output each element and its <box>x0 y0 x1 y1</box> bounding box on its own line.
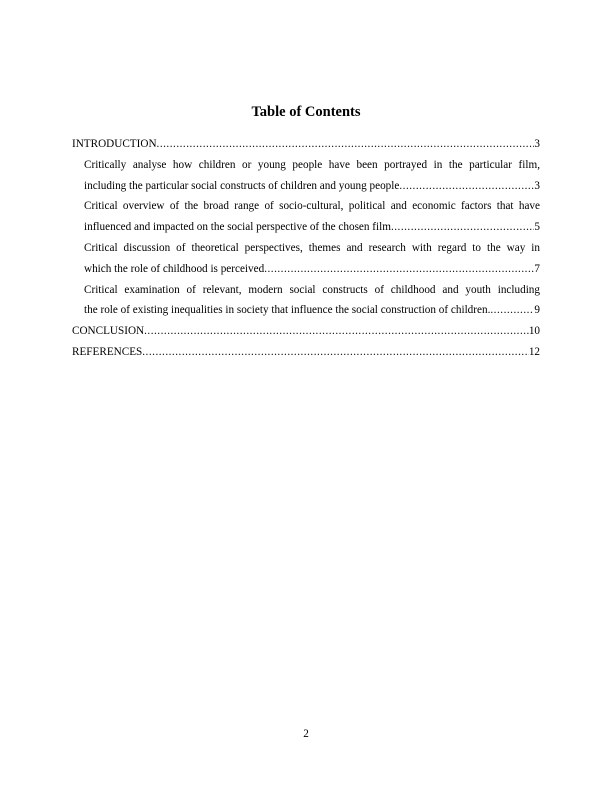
toc-entry-overview[interactable] <box>72 196 540 238</box>
toc-page-number: 3 <box>534 138 540 150</box>
dot-leader <box>144 321 529 342</box>
toc-entry-introduction[interactable] <box>72 134 540 155</box>
toc-entry-references[interactable] <box>72 342 540 363</box>
dot-leader <box>399 176 534 197</box>
toc-entry-label-line: Critical discussion of theoretical perspectives, themes and research with regard to the way in <box>84 241 540 254</box>
toc-entry-label: the role of existing inequalities in society that influence the social construction of children. <box>84 304 491 317</box>
toc-page-number: 9 <box>534 304 540 317</box>
dot-leader <box>391 217 534 238</box>
toc-entry-theoretical-perspectives[interactable] <box>72 238 540 280</box>
toc-entry-label: REFERENCES <box>72 345 143 358</box>
table-of-contents <box>72 134 540 363</box>
toc-entry-label-line: Critical examination of relevant, modern social constructs of childhood and youth including <box>84 283 540 296</box>
toc-title: Table of Contents <box>251 104 361 120</box>
toc-page-number: 3 <box>534 179 540 192</box>
toc-page-number: 10 <box>528 325 540 338</box>
dot-leader <box>157 134 535 155</box>
toc-entry-label-line: Critically analyse how children or young people have been portrayed in the particular film, <box>84 158 540 171</box>
toc-entry-portrayal[interactable] <box>72 155 540 197</box>
toc-entry-label: which the role of childhood is perceived <box>84 262 265 275</box>
toc-entry-modern-constructs[interactable] <box>72 280 540 322</box>
toc-page-number: 12 <box>528 345 540 358</box>
toc-entry-label: CONCLUSION <box>72 325 145 338</box>
toc-page-number: 5 <box>534 221 540 234</box>
toc-entry-label: including the particular social constructs of children and young people <box>84 179 400 192</box>
dot-leader <box>142 342 529 363</box>
toc-entry-label: influenced and impacted on the social perspective of the chosen film <box>84 221 391 234</box>
toc-page-number: 7 <box>534 262 540 275</box>
dot-leader <box>490 300 534 321</box>
toc-entry-conclusion[interactable] <box>72 321 540 342</box>
page-number: 2 <box>303 728 309 740</box>
dot-leader <box>264 259 534 280</box>
toc-entry-label-line: Critical overview of the broad range of socio-cultural, political and economic factors that have <box>84 200 540 213</box>
toc-entry-label: INTRODUCTION <box>72 138 157 150</box>
